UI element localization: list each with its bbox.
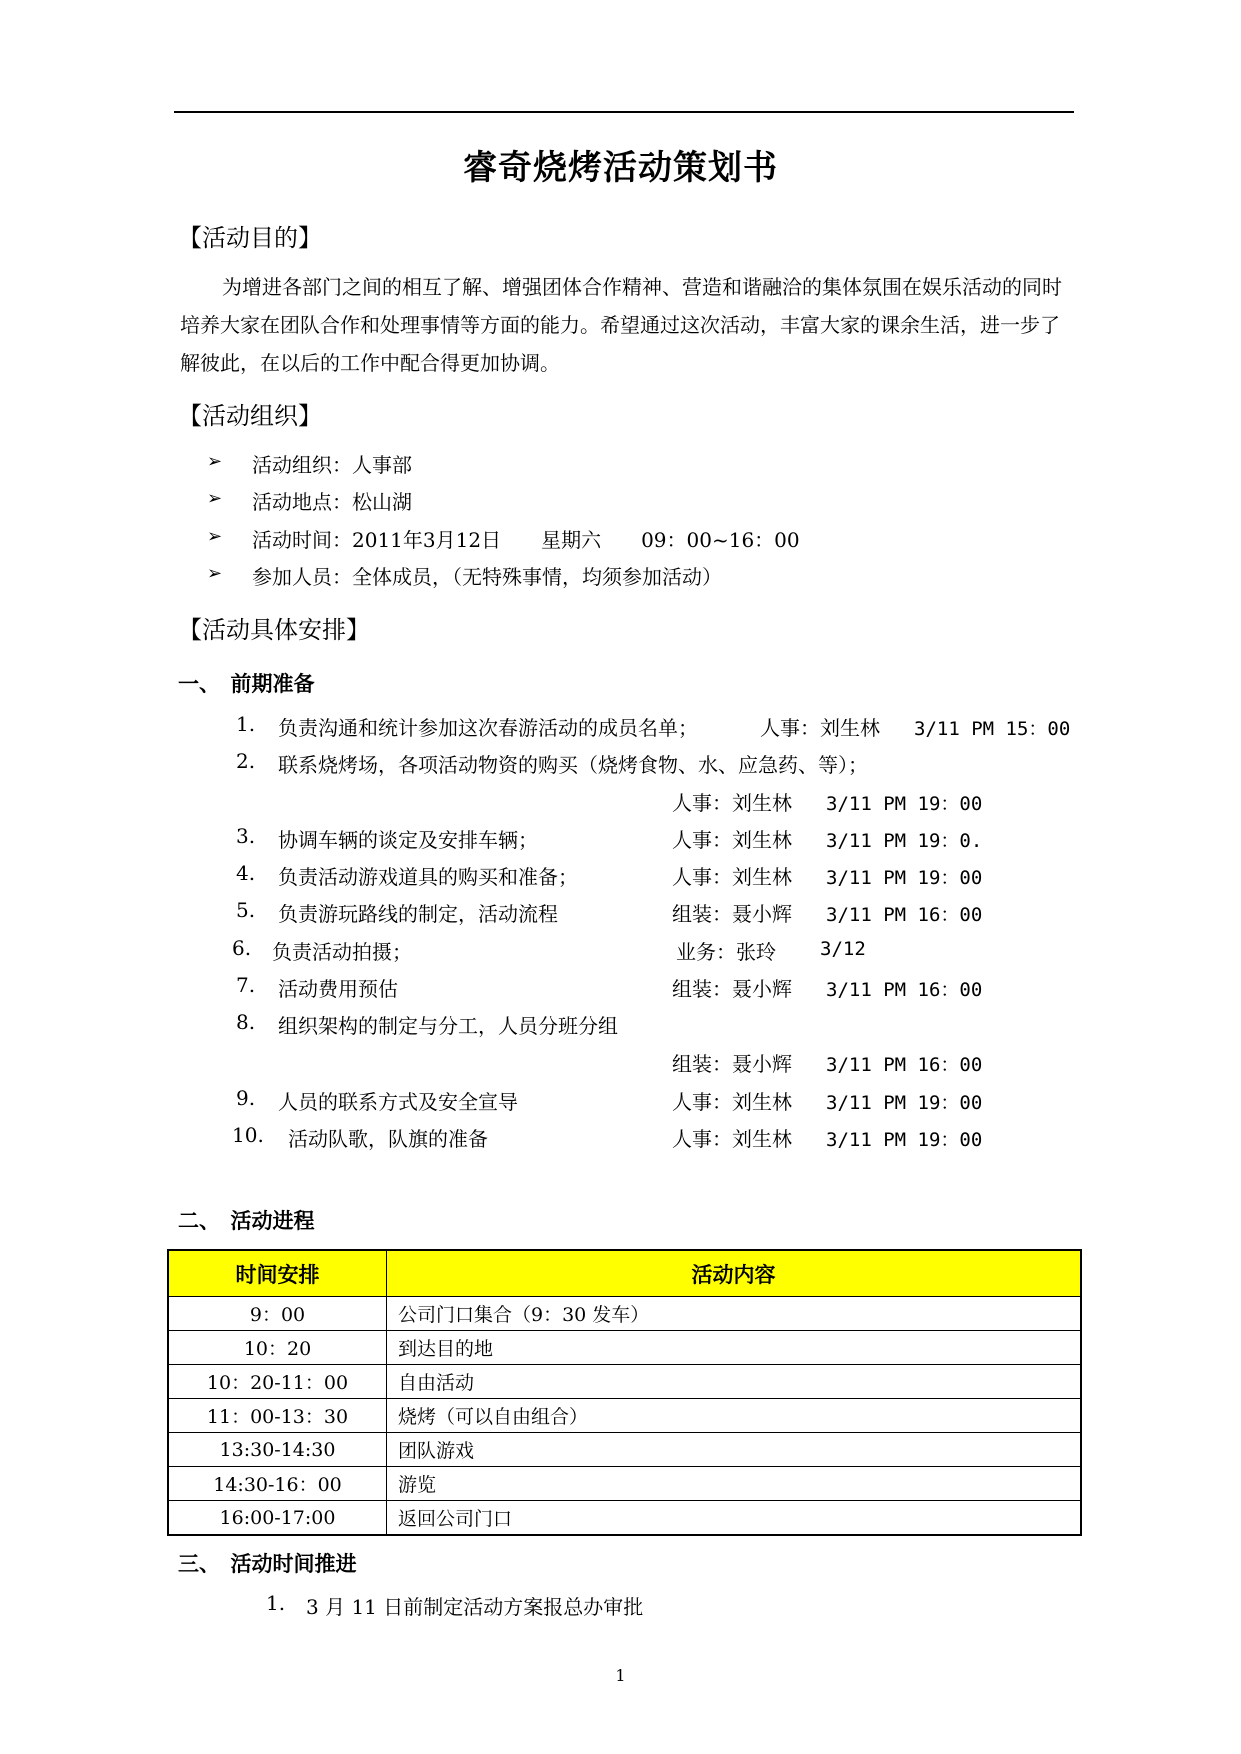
prep-item-time: 3/11 PM 19：00	[826, 867, 983, 889]
subheading-process: 二、 活动进程	[178, 1209, 315, 1233]
prep-item-number: 3.	[236, 824, 256, 848]
org-item-location: 活动地点：松山湖	[252, 490, 412, 514]
prep-item-time: 3/11 PM 15：00	[914, 718, 1071, 740]
prep-item-task: 活动费用预估	[278, 977, 398, 1001]
section-heading-purpose: 【活动目的】	[178, 224, 322, 252]
cell-content: 烧烤（可以自由组合）	[387, 1399, 1082, 1433]
cell-time: 16:00-17:00	[168, 1501, 387, 1536]
org-item-participants: 参加人员：全体成员，（无特殊事情，均须参加活动）	[252, 565, 722, 589]
prep-item-task: 负责沟通和统计参加这次春游活动的成员名单；	[278, 716, 698, 740]
prep-item-number: 7.	[236, 973, 256, 997]
prep-item-number: 4.	[236, 861, 256, 885]
prep-item-time: 3/11 PM 16：00	[826, 1054, 983, 1076]
schedule-table	[167, 1249, 1082, 1536]
cell-time: 14:30-16：00	[168, 1467, 387, 1501]
prep-item-time: 3/11 PM 19：00	[826, 1092, 983, 1114]
prep-item-task: 协调车辆的谈定及安排车辆；	[278, 828, 538, 852]
cell-time: 10：20-11：00	[168, 1365, 387, 1399]
cell-time: 13:30-14:30	[168, 1433, 387, 1467]
subheading-timeline: 三、 活动时间推进	[178, 1552, 357, 1576]
prep-item-person: 人事：刘生林	[672, 791, 792, 815]
cell-content: 自由活动	[387, 1365, 1082, 1399]
prep-item-time: 3/11 PM 16：00	[826, 904, 983, 926]
cell-content: 到达目的地	[387, 1331, 1082, 1365]
cell-time: 10：20	[168, 1331, 387, 1365]
prep-item-time: 3/11 PM 19：00	[826, 793, 983, 815]
prep-item-number: 1.	[236, 712, 256, 736]
prep-item-task: 组织架构的制定与分工，人员分班分组	[278, 1014, 618, 1038]
cell-content: 团队游戏	[387, 1433, 1082, 1467]
section-heading-organization: 【活动组织】	[178, 402, 322, 430]
table-row	[168, 1297, 1081, 1331]
prep-item-number: 5.	[236, 898, 256, 922]
prep-item-task: 活动队歌，队旗的准备	[288, 1127, 488, 1151]
table-row	[168, 1399, 1081, 1433]
header-rule	[174, 111, 1074, 113]
prep-item-number: 6.	[232, 936, 252, 960]
bullet-icon: ➢	[207, 488, 223, 509]
prep-item-task: 联系烧烤场，各项活动物资的购买（烧烤食物、水、应急药、等）；	[278, 753, 868, 777]
purpose-paragraph: 为增进各部门之间的相互了解、增强团体合作精神、营造和谐融洽的集体氛围在娱乐活动的同时培养大家在团队合作和处理事情等方面的能力。希望通过这次活动，丰富大家的课余生活，进一步了解彼此，在以后的工作中配合得更加协调。	[180, 275, 1062, 375]
prep-item-number: 2.	[236, 749, 256, 773]
prep-item-person: 组装：聂小辉	[672, 977, 792, 1001]
timeline-item-number: 1.	[266, 1591, 286, 1615]
cell-content: 公司门口集合（9：30 发车）	[387, 1297, 1082, 1331]
column-header-time: 时间安排	[168, 1250, 387, 1297]
prep-item-number: 10.	[232, 1123, 264, 1147]
prep-item-person: 人事：刘生林	[760, 716, 880, 740]
timeline-item-text: 3 月 11 日前制定活动方案报总办审批	[306, 1595, 644, 1619]
cell-content: 游览	[387, 1467, 1082, 1501]
cell-time: 9：00	[168, 1297, 387, 1331]
bullet-icon: ➢	[207, 451, 223, 472]
prep-item-task: 负责活动游戏道具的购买和准备；	[278, 865, 578, 889]
prep-item-person: 人事：刘生林	[672, 828, 792, 852]
table-row	[168, 1331, 1081, 1365]
prep-item-person: 组装：聂小辉	[672, 1052, 792, 1076]
subheading-preparation: 一、 前期准备	[178, 672, 315, 696]
table-row	[168, 1501, 1081, 1536]
bullet-icon: ➢	[207, 563, 223, 584]
column-header-content: 活动内容	[387, 1250, 1082, 1297]
cell-time: 11：00-13：30	[168, 1399, 387, 1433]
table-row	[168, 1365, 1081, 1399]
prep-item-number: 8.	[236, 1010, 256, 1034]
page-number: 1	[615, 1666, 626, 1685]
section-heading-arrangement: 【活动具体安排】	[178, 616, 370, 644]
document-title: 睿奇烧烤活动策划书	[463, 148, 778, 188]
prep-item-time: 3/11 PM 19：0.	[826, 830, 983, 852]
bullet-icon: ➢	[207, 526, 223, 547]
cell-content: 返回公司门口	[387, 1501, 1082, 1536]
prep-item-person: 人事：刘生林	[672, 1090, 792, 1114]
prep-item-person: 人事：刘生林	[672, 1127, 792, 1151]
prep-item-time: 3/11 PM 19：00	[826, 1129, 983, 1151]
prep-item-person: 业务：张玲	[676, 940, 776, 964]
prep-item-time: 3/11 PM 16：00	[826, 979, 983, 1001]
org-item-organizer: 活动组织：人事部	[252, 453, 412, 477]
prep-item-task: 负责游玩路线的制定，活动流程	[278, 902, 558, 926]
table-row	[168, 1467, 1081, 1501]
prep-item-task: 负责活动拍摄；	[272, 940, 412, 964]
prep-item-task: 人员的联系方式及安全宣导	[278, 1090, 518, 1114]
table-header-row	[168, 1250, 1081, 1297]
table-row	[168, 1433, 1081, 1467]
org-item-time: 活动时间：2011年3月12日 星期六 09：00~16：00	[252, 528, 800, 552]
prep-item-time: 3/12	[820, 938, 866, 960]
prep-item-number: 9.	[236, 1086, 256, 1110]
prep-item-person: 人事：刘生林	[672, 865, 792, 889]
prep-item-person: 组装：聂小辉	[672, 902, 792, 926]
